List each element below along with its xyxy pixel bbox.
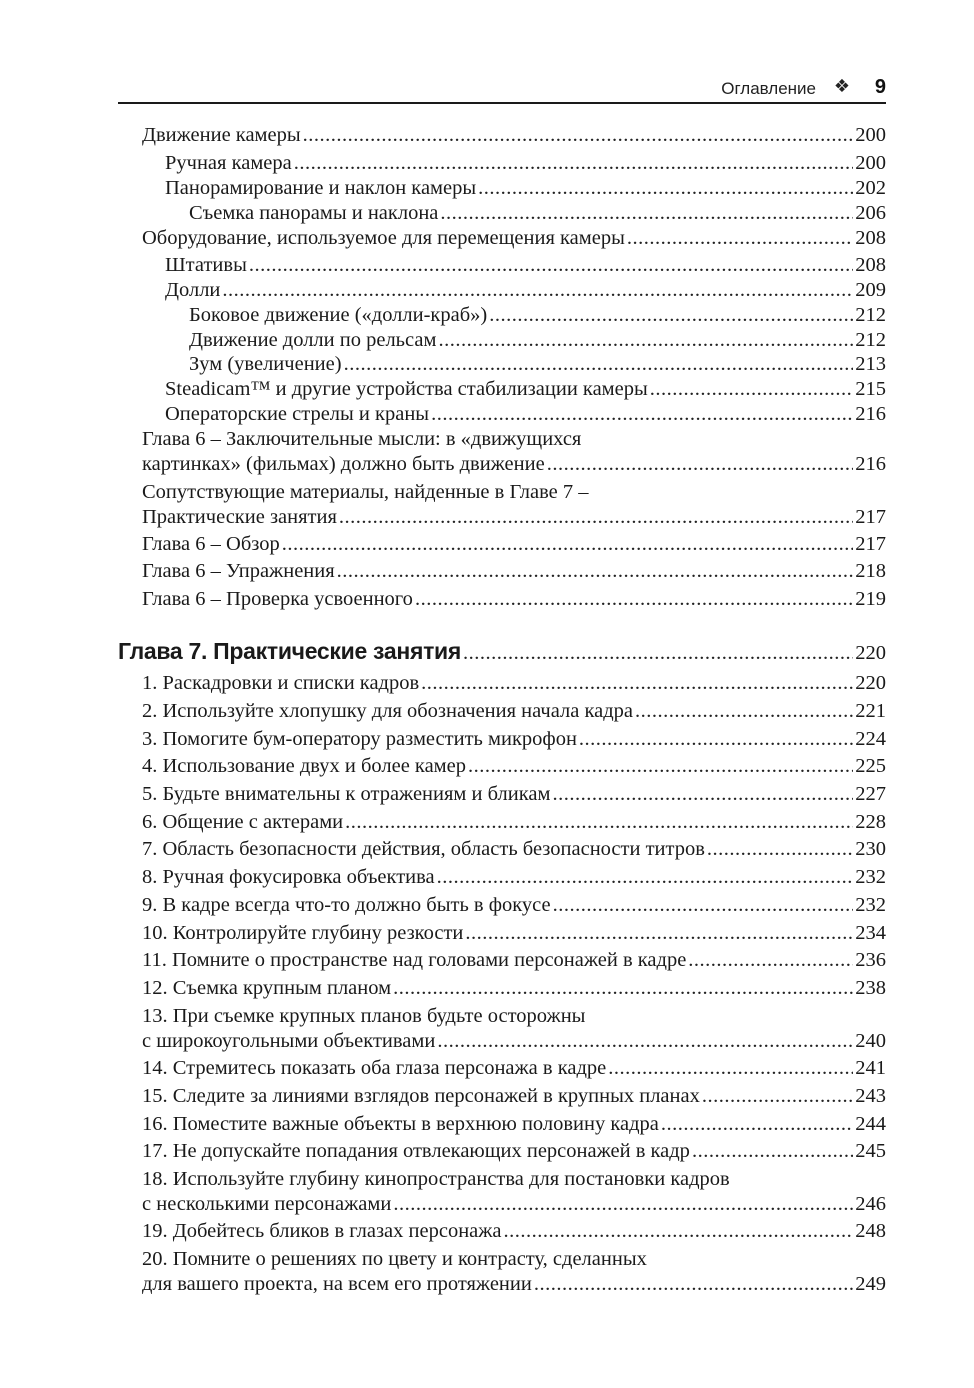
toc-entry-title: Оборудование, используемое для перемещения камеры <box>142 227 625 249</box>
toc-entry <box>189 201 886 226</box>
toc-entry-page: 202 <box>855 177 886 199</box>
leader-dots <box>553 893 854 918</box>
leader-dots <box>468 754 853 779</box>
toc-entry-title: Боковое движение («долли-краб») <box>189 304 488 326</box>
toc-entry-title: 19. Добейтесь бликов в глазах персонажа <box>142 1220 502 1242</box>
toc-entry-page: 227 <box>855 783 886 805</box>
toc-chapter-heading <box>118 639 886 666</box>
toc-entry-page: 206 <box>855 202 886 224</box>
toc-entry <box>142 810 886 835</box>
toc-entry-title: с широкоугольными объективами <box>142 1030 436 1052</box>
toc-entry-title: для вашего проекта, на всем его протяжении <box>142 1273 532 1295</box>
toc-entry-page: 234 <box>855 922 886 944</box>
leader-dots <box>707 837 853 862</box>
toc-entry <box>142 532 886 557</box>
toc-entry-title: Долли <box>165 279 221 301</box>
toc-entry <box>142 1219 886 1244</box>
toc-entry-page: 238 <box>855 977 886 999</box>
leader-dots <box>465 921 853 946</box>
toc-entry-title: Зум (увеличение) <box>189 353 342 375</box>
toc-entry-page: 212 <box>855 304 886 326</box>
toc-entry-title: Ручная камера <box>165 152 292 174</box>
leader-dots <box>552 782 853 807</box>
toc-entry-title: 12. Съемка крупным планом <box>142 977 392 999</box>
toc-entry-page: 245 <box>855 1140 886 1162</box>
toc-entry <box>142 865 886 890</box>
toc-entry-title: 4. Использование двух и более камер <box>142 755 466 777</box>
toc-entry-page: 249 <box>855 1273 886 1295</box>
toc-entry-page: 220 <box>855 672 886 694</box>
toc-entry-page: 216 <box>855 453 886 475</box>
toc-entry-title: 5. Будьте внимательны к отражениям и бликам <box>142 783 551 805</box>
leader-dots <box>635 699 853 724</box>
toc-entry-page: 213 <box>855 353 886 375</box>
toc-entry <box>142 1247 886 1297</box>
leader-dots <box>415 587 853 612</box>
leader-dots <box>534 1272 853 1297</box>
toc-entry-page: 219 <box>855 588 886 610</box>
toc-entry-page: 246 <box>855 1193 886 1215</box>
toc-entry-title: Steadicam™ и другие устройства стабилизации камеры <box>165 378 648 400</box>
toc-entry-page: 217 <box>855 533 886 555</box>
leader-dots <box>344 352 854 377</box>
toc-entry-page: 230 <box>855 838 886 860</box>
toc-entry-title: 16. Поместите важные объекты в верхнюю половину кадра <box>142 1113 659 1135</box>
toc-entry <box>165 151 886 176</box>
toc-entry-page: 236 <box>855 949 886 971</box>
toc-entry-page: 217 <box>855 506 886 528</box>
leader-dots <box>303 123 854 148</box>
leader-dots <box>608 1056 853 1081</box>
toc-entry-title: 7. Область безопасности действия, область безопасности титров <box>142 838 705 860</box>
page-number: 9 <box>874 76 886 98</box>
toc-entry-page: 221 <box>855 700 886 722</box>
toc-entry-page: 232 <box>855 894 886 916</box>
toc-entry <box>142 226 886 251</box>
toc-entry <box>165 176 886 201</box>
leader-dots <box>431 402 853 427</box>
toc-entry-page: 228 <box>855 811 886 833</box>
toc-entry-title-line: 13. При съемке крупных планов будьте осторожны <box>142 1005 586 1027</box>
toc-entry-title: Штативы <box>165 254 247 276</box>
toc-entry <box>142 1112 886 1137</box>
toc-entry-page: 248 <box>855 1220 886 1242</box>
leader-dots <box>489 303 853 328</box>
leader-dots <box>440 201 853 226</box>
toc-entry-title: картинках» (фильмах) должно быть движение <box>142 453 545 475</box>
toc-entry-title: 3. Помогите бум-оператору разместить микрофон <box>142 728 577 750</box>
leader-dots <box>547 452 854 477</box>
toc-entry <box>142 671 886 696</box>
leader-dots <box>339 505 853 530</box>
leader-dots <box>393 976 853 1001</box>
leader-dots <box>437 865 854 890</box>
toc-entry <box>189 352 886 377</box>
toc-entry <box>142 1084 886 1109</box>
toc-entry <box>142 587 886 612</box>
toc-entry-title-line: 20. Помните о решениях по цвету и контрасту, сделанных <box>142 1248 647 1270</box>
leader-dots <box>393 1192 853 1217</box>
toc-entry <box>165 377 886 402</box>
toc-entry <box>142 837 886 862</box>
toc-entry-title: 15. Следите за линиями взглядов персонажей в крупных планах <box>142 1085 700 1107</box>
toc-entry <box>142 427 886 477</box>
toc-entry <box>142 1056 886 1081</box>
toc-entry-page: 215 <box>855 378 886 400</box>
toc-entry-title: Глава 6 – Упражнения <box>142 560 335 582</box>
leader-dots <box>337 559 854 584</box>
toc-entry-title: Практические занятия <box>142 506 337 528</box>
toc-entry <box>142 123 886 148</box>
toc-entry-page: 241 <box>855 1057 886 1079</box>
toc-entry-page: 225 <box>855 755 886 777</box>
running-title: Оглавление <box>721 79 816 98</box>
toc-entry <box>165 253 886 278</box>
leader-dots <box>478 176 853 201</box>
toc-entry <box>189 328 886 353</box>
toc-entry <box>142 1167 886 1217</box>
toc-entry-title: 2. Используйте хлопушку для обозначения начала кадра <box>142 700 633 722</box>
ornament-icon: ❖ <box>833 76 850 97</box>
leader-dots <box>437 1029 853 1054</box>
leader-dots <box>282 532 854 557</box>
toc-entry-title: с несколькими персонажами <box>142 1193 392 1215</box>
toc-entry-title: 6. Общение с актерами <box>142 811 344 833</box>
toc-entry-page: 240 <box>855 1030 886 1052</box>
toc-entry-page: 232 <box>855 866 886 888</box>
toc-entry <box>142 699 886 724</box>
leader-dots <box>702 1084 853 1109</box>
toc-entry <box>142 559 886 584</box>
chapter-page: 220 <box>855 642 886 664</box>
leader-dots <box>421 671 853 696</box>
leader-dots <box>650 377 853 402</box>
toc-entry-title: 9. В кадре всегда что-то должно быть в фокусе <box>142 894 551 916</box>
leader-dots <box>579 727 853 752</box>
toc-entry <box>142 782 886 807</box>
toc-entry-title: 14. Стремитесь показать оба глаза персонажа в кадре <box>142 1057 607 1079</box>
toc-entry-title: Движение камеры <box>142 124 301 146</box>
toc-entry-page: 212 <box>855 329 886 351</box>
leader-dots <box>345 810 853 835</box>
toc-entry <box>142 893 886 918</box>
leader-dots <box>661 1112 853 1137</box>
toc-entry-page: 200 <box>855 152 886 174</box>
toc-entry-title: 1. Раскадровки и списки кадров <box>142 672 420 694</box>
toc-entry <box>142 1004 886 1054</box>
toc-entry-title-line: Глава 6 – Заключительные мысли: в «движущихся <box>142 428 582 450</box>
toc-entry-page: 209 <box>855 279 886 301</box>
toc-entry-page: 243 <box>855 1085 886 1107</box>
toc-entry-title: Глава 6 – Проверка усвоенного <box>142 588 413 610</box>
toc-entry-title: 17. Не допускайте попадания отвлекающих персонажей в кадр <box>142 1140 690 1162</box>
toc-entry <box>165 402 886 427</box>
leader-dots <box>222 278 853 303</box>
toc-entry-page: 208 <box>855 254 886 276</box>
leader-dots <box>463 641 853 666</box>
toc-entry-title: Съемка панорамы и наклона <box>189 202 439 224</box>
toc-entry <box>142 921 886 946</box>
toc-entry <box>142 1139 886 1164</box>
leader-dots <box>692 1139 853 1164</box>
chapter-title: Глава 7. Практические занятия <box>118 638 461 664</box>
toc-entry-title: Операторские стрелы и краны <box>165 403 430 425</box>
leader-dots <box>688 948 853 973</box>
toc-entry <box>142 976 886 1001</box>
toc-entry-title: 10. Контролируйте глубину резкости <box>142 922 464 944</box>
toc-entry <box>142 727 886 752</box>
toc-entry-title: 8. Ручная фокусировка объектива <box>142 866 435 888</box>
toc-entry-title: Движение долли по рельсам <box>189 329 437 351</box>
leader-dots <box>249 253 853 278</box>
leader-dots <box>438 328 853 353</box>
toc-entry-title-line: 18. Используйте глубину кинопространства для постановки кадров <box>142 1168 730 1190</box>
toc-entry <box>142 948 886 973</box>
toc-entry-page: 218 <box>855 560 886 582</box>
toc-entry-page: 216 <box>855 403 886 425</box>
leader-dots <box>504 1219 854 1244</box>
toc-entry-page: 224 <box>855 728 886 750</box>
toc-entry <box>189 303 886 328</box>
leader-dots <box>627 226 853 251</box>
toc-entry-title: Панорамирование и наклон камеры <box>165 177 477 199</box>
toc-entry-page: 200 <box>855 124 886 146</box>
toc-entry <box>142 754 886 779</box>
toc-entry-title-line: Сопутствующие материалы, найденные в Главе 7 – <box>142 481 589 503</box>
leader-dots <box>294 151 853 176</box>
toc-entry-title: 11. Помните о пространстве над головами персонажей в кадре <box>142 949 687 971</box>
toc-entry <box>165 278 886 303</box>
toc-entry-title: Глава 6 – Обзор <box>142 533 280 555</box>
toc-entry <box>142 480 886 530</box>
toc-entry-page: 208 <box>855 227 886 249</box>
toc-entry-page: 244 <box>855 1113 886 1135</box>
